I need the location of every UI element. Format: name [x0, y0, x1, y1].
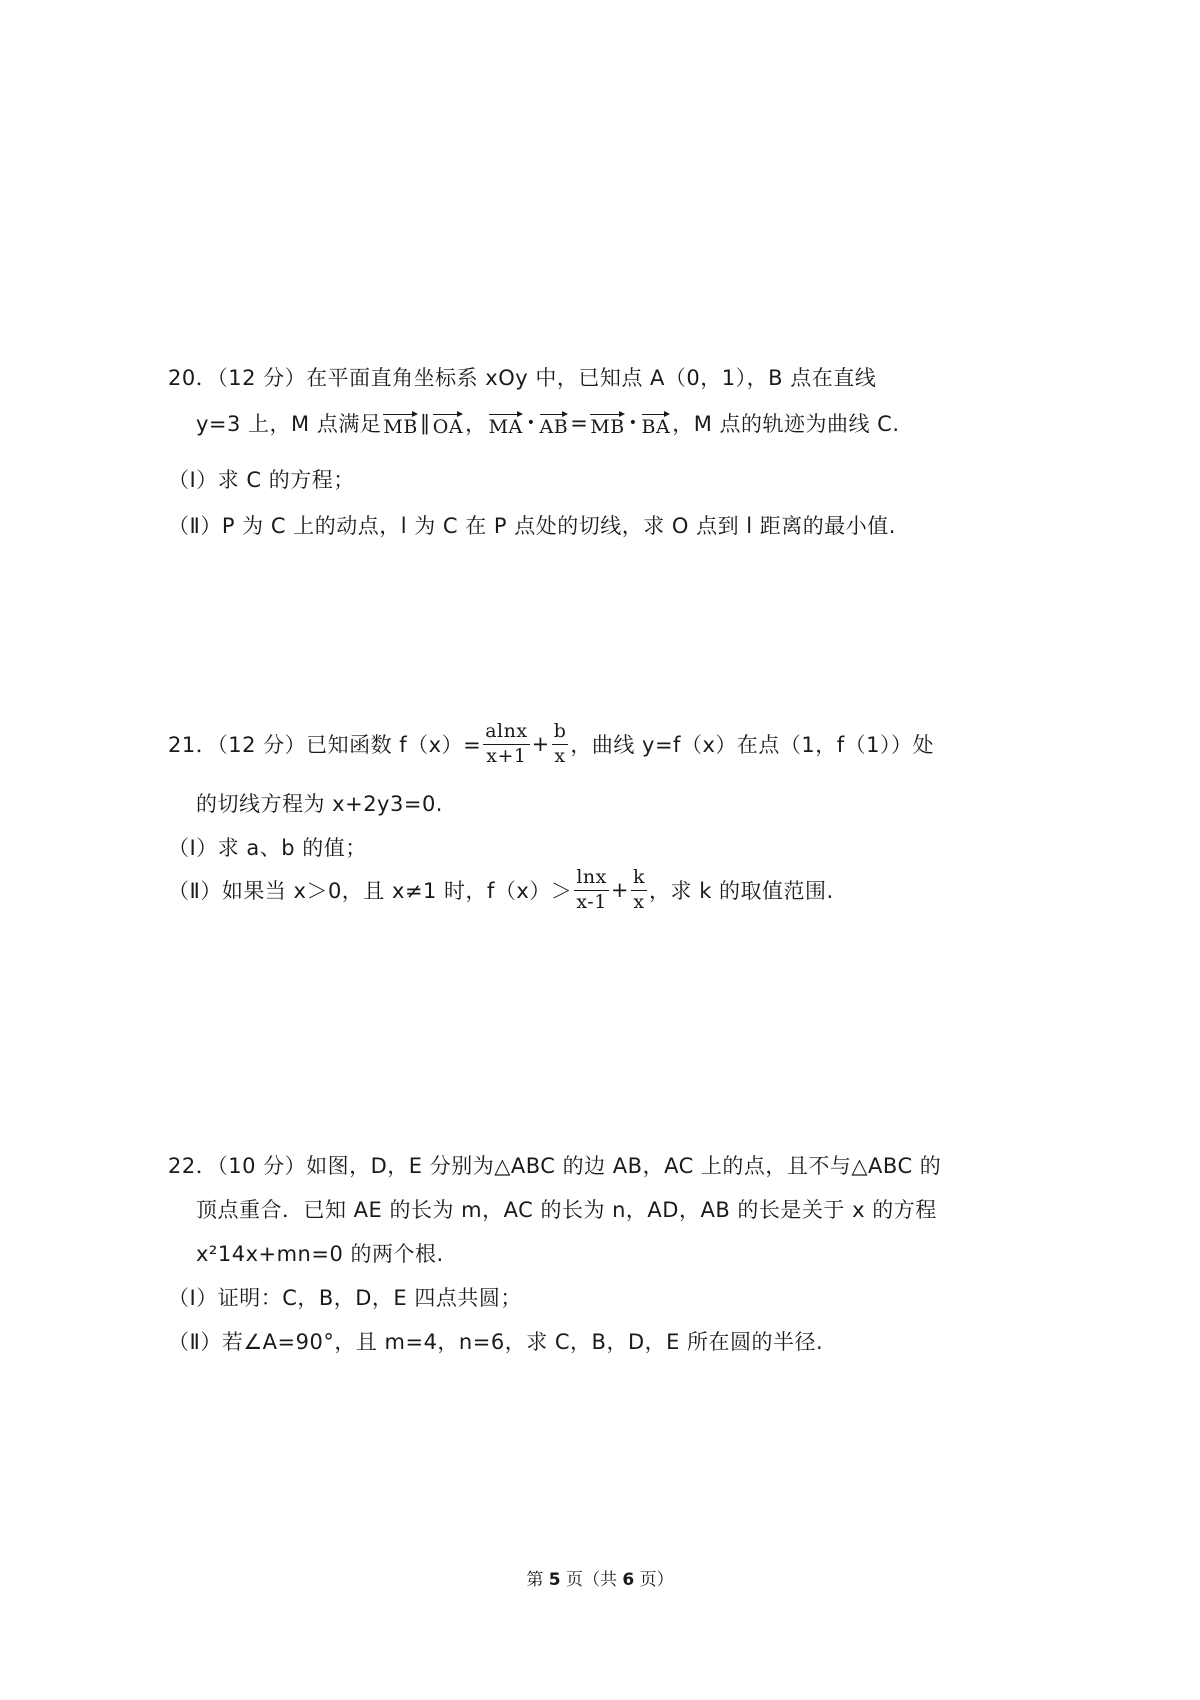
q21-part1: （Ⅰ）求 a、b 的值； — [168, 836, 367, 860]
vector-mb — [383, 410, 417, 437]
q20-part2: （Ⅱ）P 为 C 上的动点，l 为 C 在 P 点处的切线，求 O 点到 l 距离的最小值. — [168, 514, 896, 538]
q21-line1-pre: 21．（12 分）已知函数 f（x）= — [168, 733, 482, 758]
dot-product-symbol: • — [628, 415, 638, 431]
plus-symbol: + — [531, 732, 550, 757]
q20-line1: 20．（12 分）在平面直角坐标系 xOy 中，已知点 A（0，﻿1），B 点在直线 — [168, 366, 877, 390]
fraction-numerator: k — [631, 868, 647, 891]
fraction-k-over-x — [631, 868, 647, 913]
vector-label: MA — [488, 415, 523, 438]
equals-symbol: = — [570, 411, 589, 435]
vector-arrow-icon — [540, 410, 569, 418]
q22-line2: 顶点重合．已知 AE 的长为 m，AC 的长为 n，AD，AB 的长是关于 x 的方程 — [196, 1198, 937, 1222]
q20-line2-pre: y=﻿3 上，M 点满足 — [196, 412, 382, 436]
separator: ， — [465, 412, 487, 436]
vector-arrow-icon — [489, 410, 523, 418]
fraction-numerator: alnx — [483, 722, 529, 745]
q22-line3: x²﻿14x+mn=0 的两个根. — [196, 1242, 444, 1266]
vector-mb-2 — [590, 410, 624, 437]
footer-suffix: 页） — [639, 1570, 674, 1590]
vector-label: MB — [590, 415, 625, 438]
vector-label: MB — [383, 415, 418, 438]
vector-arrow-icon — [642, 410, 671, 418]
fraction-numerator: b — [552, 722, 569, 745]
q21-part2-pre: （Ⅱ）如果当 x＞0，且 x≠1 时，f（x）＞ — [168, 879, 573, 904]
q22-line1: 22．（10 分）如图，D，E 分别为△ABC 的边 AB，AC 上的点，且不与△ABC 的 — [168, 1154, 942, 1178]
fraction-lnx-over-x-minus-1 — [574, 868, 609, 913]
page-number: 5 — [548, 1570, 561, 1590]
q21-part2 — [168, 868, 834, 913]
fraction-denominator: x+1 — [486, 744, 527, 767]
fraction-denominator: x — [554, 744, 566, 767]
footer-middle: 页（共 — [566, 1570, 617, 1590]
q22-part1: （Ⅰ）证明：C，B，D，E 四点共圆； — [168, 1286, 522, 1310]
vector-ab — [540, 410, 569, 437]
vector-oa — [433, 410, 463, 437]
q20-line2-post: ，M 点的轨迹为曲线 C. — [672, 412, 900, 436]
vector-label: AB — [539, 415, 569, 438]
page-footer — [0, 1565, 1200, 1590]
q21-line1-post: ，曲线 y=f（x）在点（1，f（1））处 — [570, 733, 934, 758]
vector-label: BA — [641, 415, 671, 438]
dot-product-symbol: • — [526, 415, 536, 431]
q21-part2-post: ，求 k 的取值范围. — [649, 879, 834, 904]
total-pages: 6 — [622, 1570, 635, 1590]
fraction-b-over-x — [552, 722, 569, 767]
fraction-alnx-over-x-plus-1 — [483, 722, 529, 767]
footer-prefix: 第 — [526, 1570, 544, 1590]
parallel-symbol: ∥ — [419, 411, 431, 435]
fraction-denominator: x — [633, 890, 645, 913]
vector-arrow-icon — [590, 410, 624, 418]
q21-line1 — [168, 722, 934, 767]
q22-part2: （Ⅱ）若∠A=90°，且 m=4，n=6，求 C，B，D，E 所在圆的半径. — [168, 1330, 824, 1354]
vector-arrow-icon — [433, 410, 463, 418]
vector-ba — [642, 410, 671, 437]
fraction-numerator: lnx — [574, 868, 609, 891]
q20-line2 — [196, 408, 900, 438]
plus-symbol: + — [610, 878, 629, 903]
fraction-denominator: x-1 — [576, 890, 607, 913]
vector-label: OA — [432, 415, 464, 438]
vector-arrow-icon — [383, 410, 417, 418]
vector-ma — [489, 410, 523, 437]
q20-part1: （Ⅰ）求 C 的方程； — [168, 468, 355, 492]
q21-line2: 的切线方程为 x+2y﻿3=0. — [196, 792, 443, 816]
